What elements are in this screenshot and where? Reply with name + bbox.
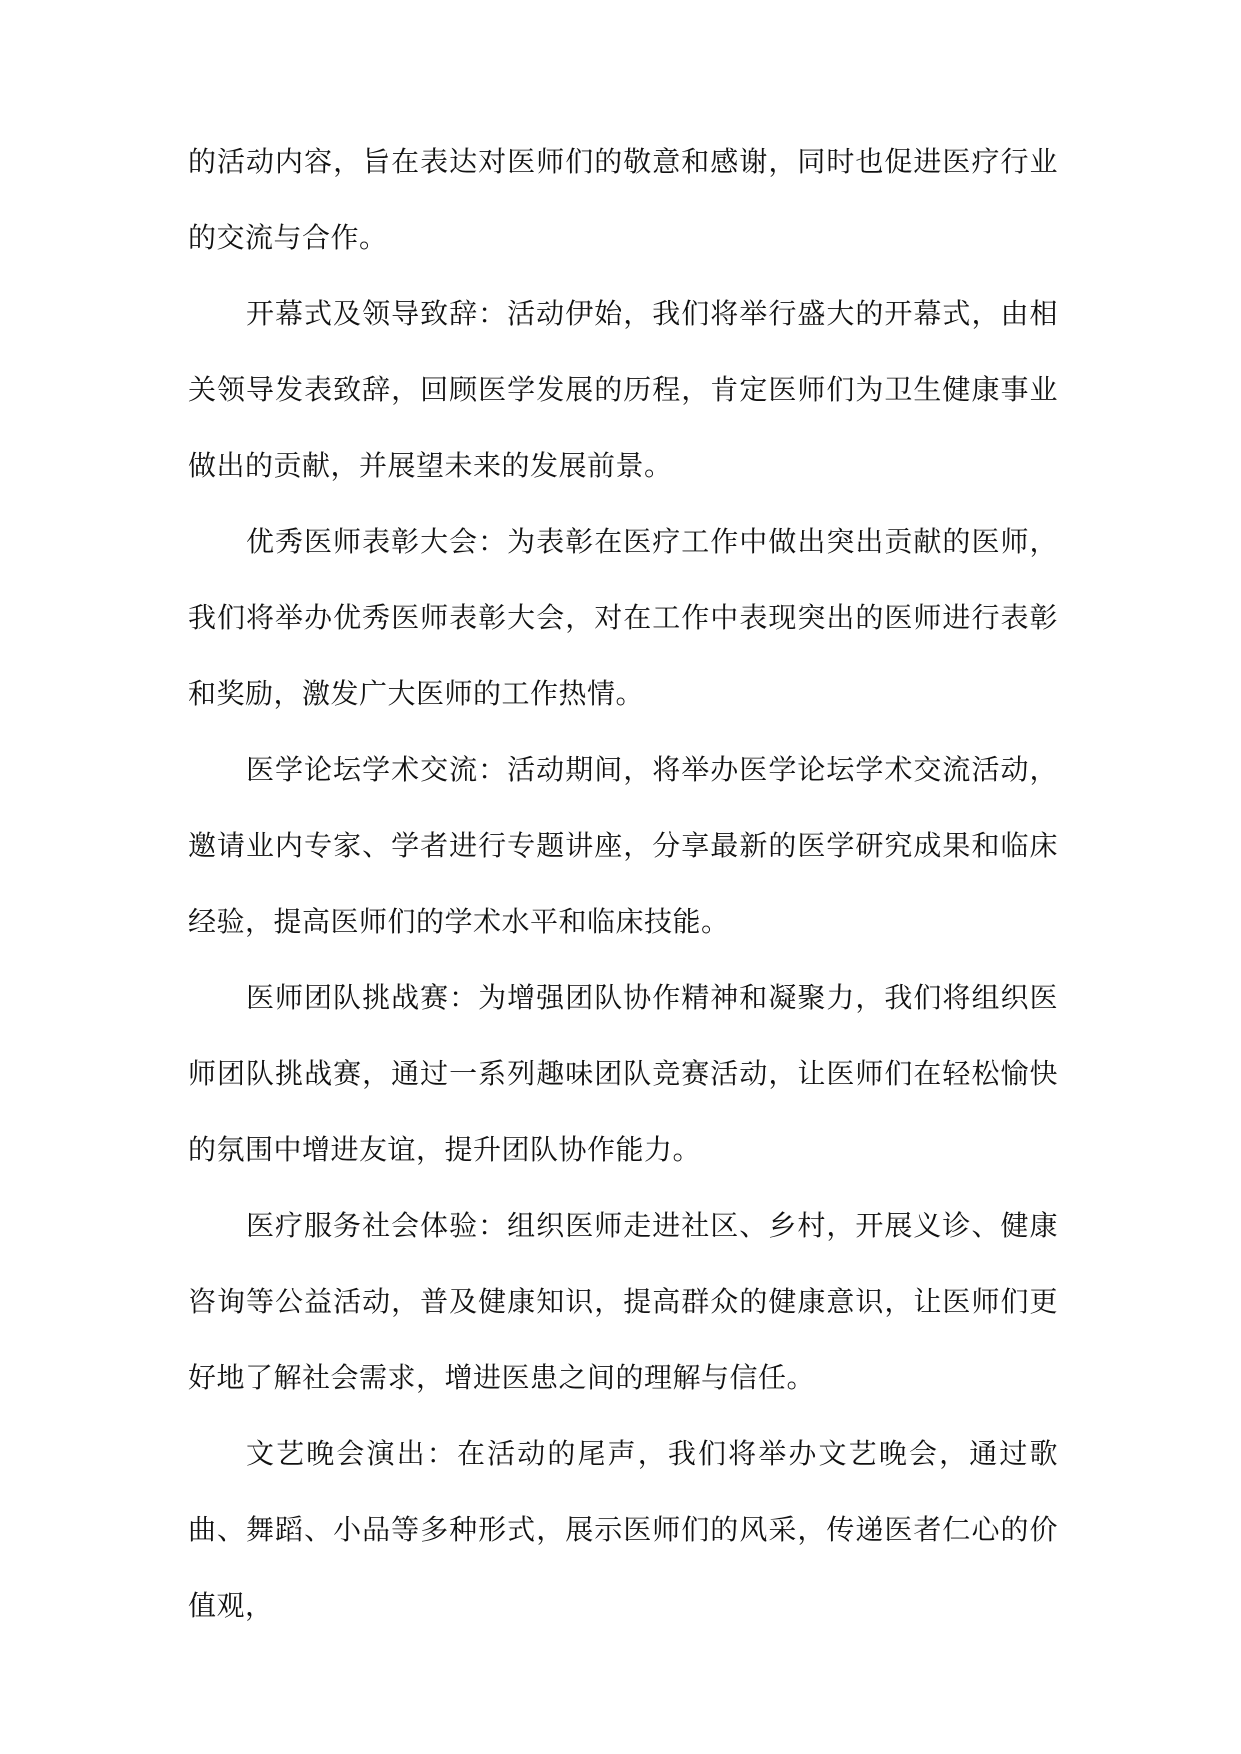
paragraph-continuation: 的活动内容，旨在表达对医师们的敬意和感谢，同时也促进医疗行业的交流与合作。 xyxy=(188,145,1058,254)
paragraph-social-service: 医疗服务社会体验：组织医师走进社区、乡村，开展义诊、健康咨询等公益活动，普及健康知识，提高群众的健康意识，让医师们更好地了解社会需求，增进医患之间的理解与信任。 xyxy=(188,1209,1058,1394)
paragraph-arts-gala: 文艺晚会演出：在活动的尾声，我们将举办文艺晚会，通过歌曲、舞蹈、小品等多种形式，展示医师们的风采，传递医者仁心的价值观， xyxy=(188,1437,1058,1622)
document-body xyxy=(188,124,1058,1644)
paragraph-award-ceremony: 优秀医师表彰大会：为表彰在医疗工作中做出突出贡献的医师，我们将举办优秀医师表彰大会，对在工作中表现突出的医师进行表彰和奖励，激发广大医师的工作热情。 xyxy=(188,525,1058,710)
paragraph-medical-forum: 医学论坛学术交流：活动期间，将举办医学论坛学术交流活动，邀请业内专家、学者进行专题讲座，分享最新的医学研究成果和临床经验，提高医师们的学术水平和临床技能。 xyxy=(188,753,1058,938)
paragraph-opening-ceremony: 开幕式及领导致辞：活动伊始，我们将举行盛大的开幕式，由相关领导发表致辞，回顾医学发展的历程，肯定医师们为卫生健康事业做出的贡献，并展望未来的发展前景。 xyxy=(188,297,1058,482)
paragraph-team-challenge: 医师团队挑战赛：为增强团队协作精神和凝聚力，我们将组织医师团队挑战赛，通过一系列趣味团队竞赛活动，让医师们在轻松愉快的氛围中增进友谊，提升团队协作能力。 xyxy=(188,981,1058,1166)
